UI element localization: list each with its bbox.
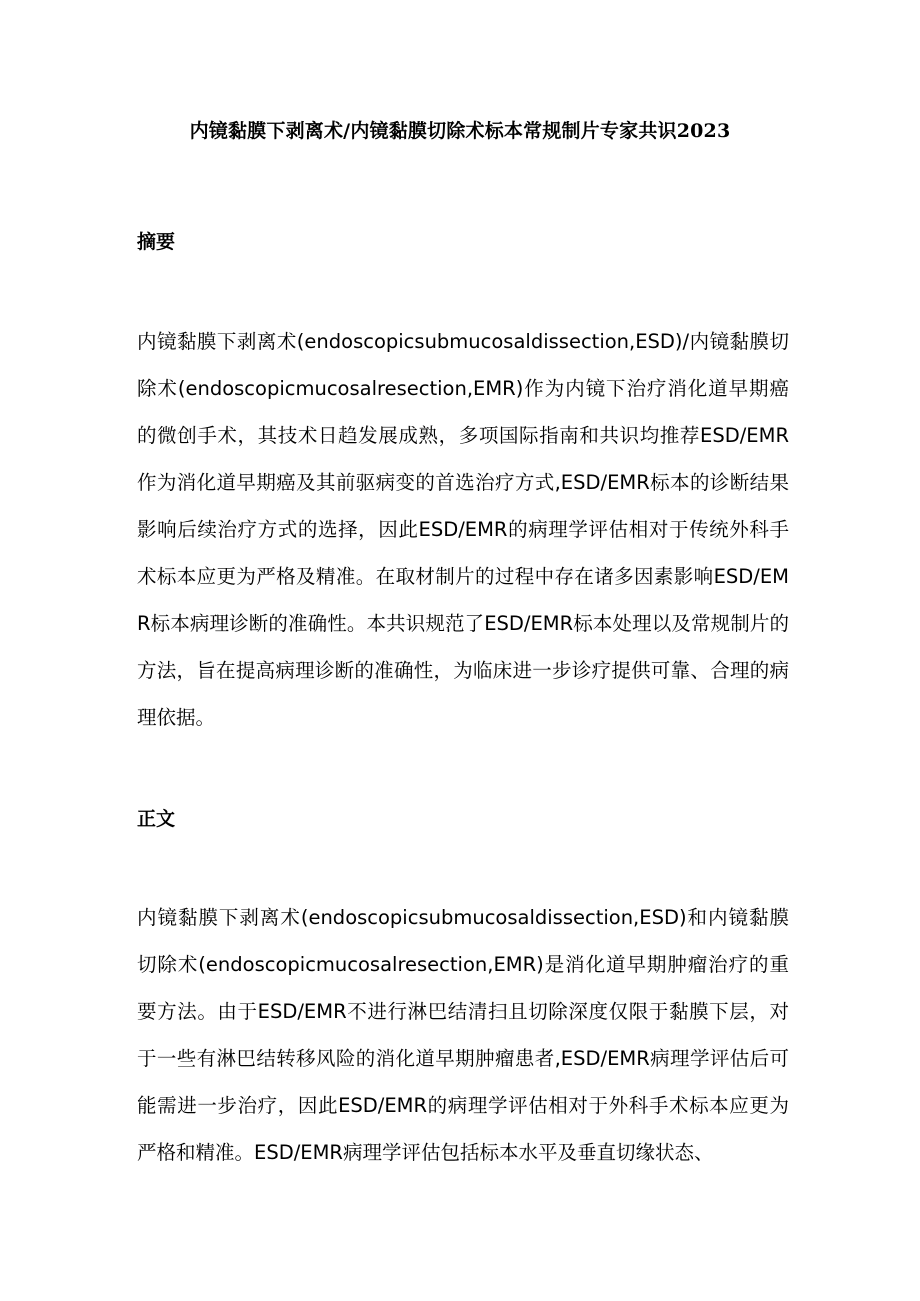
body-paragraph: 内镜黏膜下剥离术(endoscopicsubmucosaldissection,ESD)和内镜黏膜切除术(endoscopicmucosalresection,EMR)是消化道早期肿瘤治疗的重要方法。由于ESD/EMR不进行淋巴结清扫且切除深度仅限于黏膜下层，对于一些有淋巴结转移风险的消化道早期肿瘤患者,ESD/EMR病理学评估后可能需进一步治疗，因此ESD/EMR的病理学评估相对于外科手术标本应更为严格和精准。ESD/EMR病理学评估包括标本水平及垂直切缘状态、	[137, 906, 789, 1164]
abstract-heading: 摘要	[137, 231, 176, 253]
body-heading: 正文	[137, 808, 176, 830]
document-title: 内镜黏膜下剥离术/内镜黏膜切除术标本常规制片专家共识2023	[189, 120, 731, 142]
abstract-paragraph: 内镜黏膜下剥离术(endoscopicsubmucosaldissection,ESD)/内镜黏膜切除术(endoscopicmucosalresection,EMR)作为内镜下治疗消化道早期癌的微创手术，其技术日趋发展成熟，多项国际指南和共识均推荐ESD/EMR作为消化道早期癌及其前驱病变的首选治疗方式,ESD/EMR标本的诊断结果影响后续治疗方式的选择，因此ESD/EMR的病理学评估相对于传统外科手术标本应更为严格及精准。在取材制片的过程中存在诸多因素影响ESD/EMR标本病理诊断的准确性。本共识规范了ESD/EMR标本处理以及常规制片的方法，旨在提高病理诊断的准确性，为临床进一步诊疗提供可靠、合理的病理依据。	[137, 330, 789, 729]
